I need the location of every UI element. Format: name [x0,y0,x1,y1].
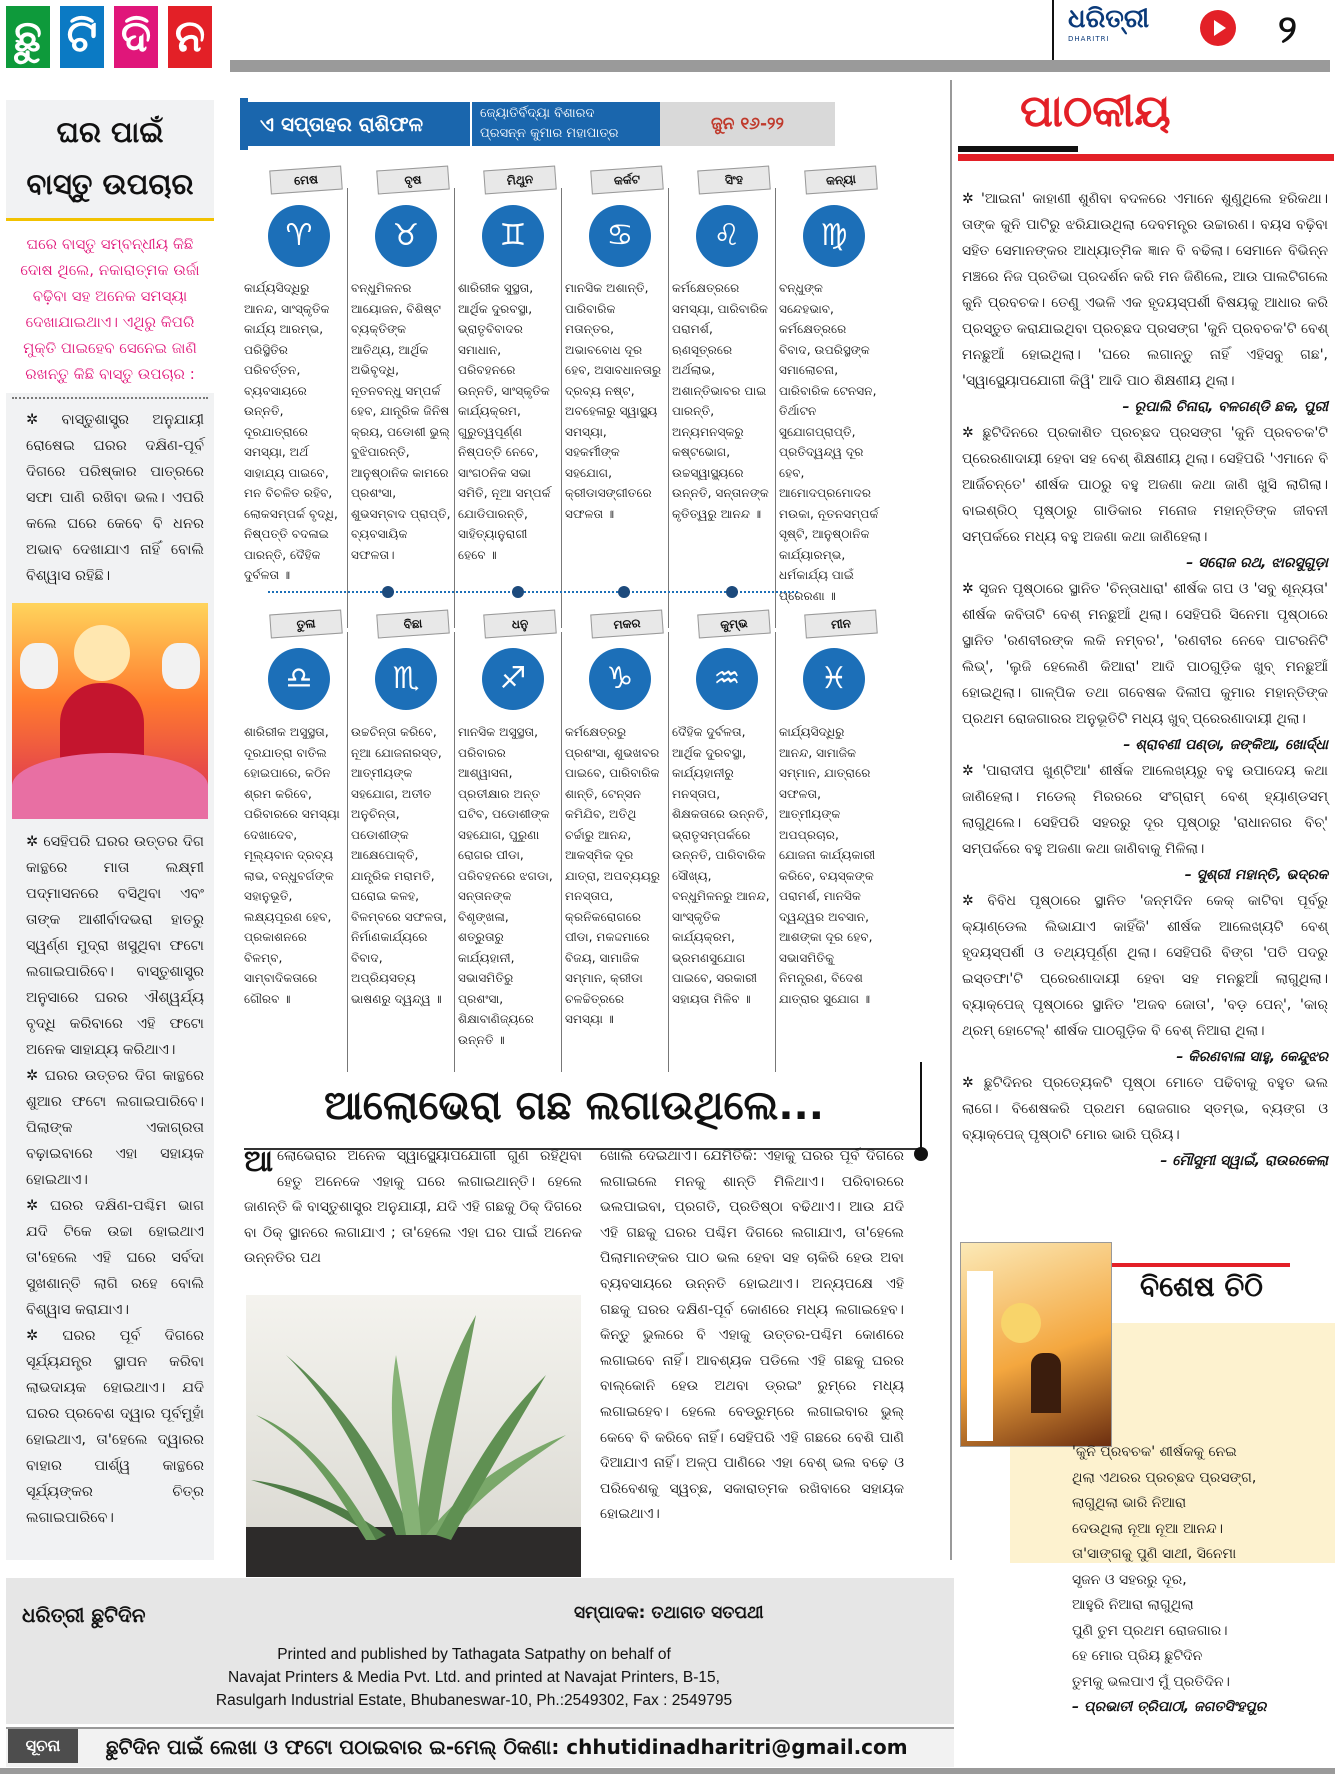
imprint-line-3: Rasulgarh Industrial Estate, Bhubaneswar-10, Ph.:2549302, Fax : 2549795 [215,1692,733,1709]
column-separator [775,188,776,628]
reader-letter: ✲ 'ପାରାଦୀପ ଖୁଣ୍ଟିଆ' ଶୀର୍ଷକ ଆଲେଖ୍ୟରୁ ବହୁ ଉପାଦେୟ କଥା ଜାଣିହେଲା। ମଡେଲ୍ ମିରରରେ ସଂଗ୍ରାମ୍ ବେଶ୍ ହ୍ୟାଣ୍ଡସମ୍ ଲାଗୁଥିଲେ। ସେହିପରି ସହରରୁ ଦୂର ପୃଷ୍ଠାରୁ 'ରାଧାନଗର ବିଚ୍' ସମ୍ପର୍କରେ ବହୁ ଅଜଣା କଥା ଜାଣିବାକୁ ମିଳିଲା। [962,763,1328,857]
horoscope-divider [268,591,798,593]
sign-prediction: ଶାରିରୀକ ସୁସ୍ଥତା, ଆର୍ଥିକ ଦୁରବସ୍ଥା, ଭ୍ରାତୃବିବାଦର ସମାଧାନ, ପରିବହନରେ ଉନ୍ନତି, ସାଂସ୍କୃତିକ କାର୍ଯ୍ୟକ୍ରମ, ଗୁରୁତ୍ୱପୂର୍ଣ୍ଣ ନିଷ୍ପତ୍ତି ନେବେ, ସାଂଗଠନିକ ସଭା ସମିତି, ନୂଆ ସମ୍ପର୍କ ଯୋଡିପାରନ୍ତି, ସାହିତ୍ୟାନୁରାଗୀ ହେବେ ॥ [458,281,551,562]
zodiac-sign-icon: ♉ [375,205,437,267]
pathakiya-red-rule [958,154,1334,161]
pathakiya-black-rule [958,146,1078,152]
reader-letter: ✲ ଛୁଟିଦିନର ପ୍ରତ୍ୟେକଟି ପୃଷ୍ଠା ମୋତେ ପଢିବାକୁ ବହୁତ ଭଲ ଲାଗେ। ବିଶେଷକରି ପ୍ରଥମ ରୋଜଗାର ସ୍ତମ୍ଭ, ବ୍ୟଙ୍ଗ ଓ ବ୍ୟାକ୍‌ପେଜ୍ ପୃଷ୍ଠାଟି ମୋର ଭାରି ପ୍ରିୟ। [962,1075,1328,1143]
horoscope-accent [240,98,248,150]
sign-prediction: ମାନସିକ ଅସୁସ୍ଥତା, ପରିବାରର ଆଶ୍ୱାସନା, ପ୍ରତୀକ୍ଷାର ଅନ୍ତ ଘଟିବ, ପଡୋଶୀଙ୍କ ସହଯୋଗ, ପୁରୁଣା ରୋଗର ପୀଡା, ପରିବହନରେ ଝଗଡା, ସନ୍ତାନଙ୍କ ବିଶୃଙ୍ଖଳା, ଶତ୍ରୁତାରୁ କାର୍ଯ୍ୟହାନୀ, ସଭାସମିତିରୁ ପ୍ରଶଂସା, ଶିକ୍ଷାବାଣିଜ୍ୟରେ ଉନ୍ନତି ॥ [458,725,553,1047]
aloe-dropcap: ଆ [244,1144,274,1179]
letter-signature: – କିରଣବାଳା ସାହୁ, କେନ୍ଦୁଝର [1176,1049,1328,1065]
author-line-2: ପ୍ରସନ୍ନ କୁମାର ମହାପାତ୍ର [480,126,619,141]
sign-prediction: ଦୈହିକ ଦୁର୍ବଳତା, ଆର୍ଥିକ ଦୁରବସ୍ଥା, କାର୍ଯ୍ୟହାନୀରୁ ମନସ୍ତାପ, ଶିକ୍ଷକତାରେ ଉନ୍ନତି, ଭ୍ରାତୃସମ୍ପର୍କରେ ଉନ୍ନତି, ପାରିବାରିକ ସୌଖ୍ୟ, ବନ୍ଧୁମିଳନରୁ ଆନନ୍ଦ, ସାଂସ୍କୃତିକ କାର୍ଯ୍ୟକ୍ରମ, ଭ୍ରମଣସୁଯୋଗ ପାଇବେ, ସରକାରୀ ସହାୟତା ମିଳିବ ॥ [672,725,770,1006]
sign-label: ତୁଳା [269,610,342,639]
divider-dot [618,586,630,598]
sign-label: ସିଂହ [697,166,770,195]
vastu-title-1: ଘର ପାଇଁ [56,115,164,149]
sign-prediction: ବନ୍ଧୁଙ୍କ ସନ୍ଦେହଭାବ, କର୍ମକ୍ଷେତ୍ରରେ ବିବାଦ, ଉପରିସ୍ଥଙ୍କ ସମାଲୋଚନା, ପାରିବାରିକ ଟେନସନ, ତିର୍ଥାଟନ ସୁଯୋଗପ୍ରାପ୍ତି, ପ୍ରତିଦ୍ୱନ୍ଦ୍ୱ ଦୂର ହେବ, ଆମୋଦପ୍ରମୋଦର ମଉକା, ନୂତନସମ୍ପର୍କ ସୃଷ୍ଟି, ଆନୁଷ୍ଠାନିକ କାର୍ଯ୍ୟାରମ୍ଭ, ଧର୍ମକାର୍ଯ୍ୟ ପାଇଁ ପ୍ରେରଣା ॥ [779,281,879,603]
sign-prediction: କର୍ମକ୍ଷେତ୍ରରେ ସମସ୍ୟା, ପାରିବାରିକ ପରାମର୍ଶ, ଋଣସୂତ୍ରରେ ଅର୍ଥଲାଭ, ଅଶାନ୍ତିଭାବର ପାଇ ପାରନ୍ତି, ଅନ୍ୟମନସ୍କରୁ କଷ୍ଟଭୋଗ, ଉଚ୍ଚସ୍ୱାସ୍ଥ୍ୟରେ ଉନ୍ନତି, ସନ୍ତାନଙ୍କ କୃତିତ୍ୱରୁ ଆନନ୍ଦ ॥ [672,281,769,521]
sign-prediction: ଶାରିରୀକ ଅସୁସ୍ଥତା, ଦୂରଯାତ୍ରା ବାତିଲ ହୋଇପାରେ, କଠିନ ଶ୍ରମ କରିବେ, ପରିବାରରେ ସମସ୍ୟା ଦେଖାଦେବ, ମୂଲ୍ୟବାନ ଦ୍ରବ୍ୟ ଲାଭ, ବନ୍ଧୁବର୍ଗଙ୍କ ସହାନୁଭୂତି, ଲକ୍ଷ୍ୟପୂରଣ ହେବ, ପ୍ରକାଶନରେ ବିଳମ୍ବ, ସାମ୍ବାଦିକତାରେ ଗୌରବ ॥ [244,725,340,1006]
masthead-letter-3: ଦି [114,6,158,68]
poem-line: ତୁମକୁ ଭଲପାଏ ମୁଁ ପ୍ରତିଦିନ। [1072,1673,1230,1690]
poem-line: 'କୁନି ପ୍ରବଚକ' ଶୀର୍ଷକକୁ ନେଇ [1072,1444,1237,1460]
letter-signature: – ମୌସୁମୀ ସ୍ୱାଇଁ, ରାଉରକେଲା [1160,1153,1328,1169]
zodiac-sign-icon: ♑ [589,648,651,710]
sign-label: ବିଛା [376,610,449,639]
imprint-line-2: Navajat Printers & Media Pvt. Ltd. and printed at Navajat Printers, B-15, [228,1669,720,1686]
column-separator [454,188,455,628]
brand-name: ଧରିତ୍ରୀ [1068,4,1150,34]
sign-prediction: କର୍ମକ୍ଷେତ୍ରରୁ ପ୍ରଶଂସା, ଶୁଭଖବର ପାଇବେ, ପାରିବାରିକ ଶାନ୍ତି, ଟେନ୍ସନ କମିଯିବ, ଅତିଥି ଚର୍ଚ୍ଚାରୁ ଆନନ୍ଦ, ଆକସ୍ମିକ ଦୂର ଯାତ୍ରା, ଅପବ୍ୟୟରୁ ମନସ୍ତାପ, କ୍ରନିକରୋଗରେ ପୀଡା, ମକଦ୍ଦମାରେ ବିଜୟ, ସାମାଜିକ ସମ୍ମାନ, କ୍ରୀଡା ଚଳଚ୍ଚିତ୍ରରେ ସମସ୍ୟା ॥ [565,725,661,1026]
poem-line: ହେ ମୋର ପ୍ରିୟ ଛୁଟିଦିନ [1072,1648,1203,1664]
column-separator [668,632,669,1072]
aloe-vera-image [246,1295,581,1577]
sign-prediction: କାର୍ଯ୍ୟସିଦ୍ଧିରୁ ଆନନ୍ଦ, ସାଂସ୍କୃତିକ କାର୍ଯ୍ୟ ଆରମ୍ଭ, ପରିସ୍ଥିତିର ପରିବର୍ତ୍ତନ, ବ୍ୟବସାୟରେ ଉନ୍ନତି, ଦୂରଯାତ୍ରାରେ ସମସ୍ୟା, ଅର୍ଥ ସାହାଯ୍ୟ ପାଇବେ, ମନ ବିଚଳିତ ରହିବ, ଲୋକସମ୍ପର୍କ ବୃଦ୍ଧି, ନିଷ୍ପତ୍ତି ବଦଳାଇ ପାରନ୍ତି, ଦୈହିକ ଦୁର୍ବଳତା ॥ [244,281,338,582]
masthead-letter-2: ଟି [60,6,104,68]
sign-prediction: ମାନସିକ ଅଶାନ୍ତି, ପାରିବାରିକ ମତାନ୍ତର, ଅଭାବବୋଧ ଦୂର ହେବ, ଅସାବଧାନତାରୁ ଦ୍ରବ୍ୟ ନଷ୍ଟ, ଅବହେଳାରୁ ସ୍ୱାସ୍ଥ୍ୟ ସମସ୍ୟା, ସହକର୍ମୀଙ୍କ ସହଯୋଗ, କ୍ରୀଡାସଙ୍ଗୀତରେ ସଫଳତା ॥ [565,281,662,521]
column-separator [561,188,562,628]
sign-prediction: କାର୍ଯ୍ୟସିଦ୍ଧିରୁ ଆନନ୍ଦ, ସାମାଜିକ ସମ୍ମାନ, ଯାତ୍ରାରେ ସଫଳତା, ଆତ୍ମୀୟଙ୍କ ଅପପ୍ରଚାର, ଯୋଜନା କାର୍ଯ୍ୟକାରୀ କରିବେ, ବୟସ୍କଙ୍କ ପରାମର୍ଶ, ମାନସିକ ଦ୍ୱନ୍ଦ୍ୱର ଅବସାନ, ଆଶଙ୍କା ଦୂର ହେବ, ସଭାସମିତିକୁ ନିମନ୍ତ୍ରଣ, ବିଦେଶ ଯାତ୍ରାର ସୁଯୋଗ ॥ [779,725,876,1006]
horoscope-author [470,102,660,146]
reader-letter: ✲ ସୃଜନ ପୃଷ୍ଠାରେ ସ୍ଥାନିତ 'ଚିନ୍ତାଧାରା' ଶୀର୍ଷକ ଗପ ଓ 'ସବୁ ଶୂନ୍ୟତା' ଶୀର୍ଷକ କବିତାଟି ବେଶ୍ ମନଛୁଆଁ ଥିଲା। ସେହିପରି ସିନେମା ପୃଷ୍ଠାରେ ସ୍ଥାନିତ 'ରଣବୀରଙ୍କ ଲକି ନମ୍ବର', 'ରଣବୀର ନେବେ ପାଟରନିଟି ଲିଭ୍', 'ଲୁଜି ହେଲେଣି କିଆରା' ଆଦି ପାଠଗୁଡ଼ିକ ଖୁବ୍ ମନଛୁଆଁ ହୋଇଥିଲା। ଗାଳ୍ପିକ ତଥା ଗବେଷକ ଦିଲୀପ କୁମାର ମହାନ୍ତିଙ୍କ ପ୍ରଥମ ରୋଜଗାରର ଅନୁଭୂତିଟି ମଧ୍ୟ ଖୁବ୍ ପ୍ରେରଣାଦାୟୀ ଥିଲା। [962,581,1328,727]
magazine-cover-image [960,1242,1112,1447]
zodiac-sign-icon: ♏ [375,648,437,710]
poem-line: ଲାଗୁଥିଲା ଭାରି ନିଆରା [1072,1495,1187,1511]
column-separator [561,632,562,1072]
divider-dot [382,586,394,598]
sign-label: ମକର [590,610,663,639]
divider-dot [726,586,738,598]
vastu-column [6,100,214,1560]
poem-line: ଆହୁରି ନିଆରା ଲାଗୁଥିଲା [1072,1597,1194,1613]
poem-line: ପୁଣି ତୁମ ପ୍ରଥମ ରୋଜଗାର। [1072,1622,1228,1639]
sign-label: କୁମ୍ଭ [697,610,770,639]
letters-column [962,186,1328,1174]
horoscope-dates: ଜୁନ ୧୬-୨୨ [660,102,835,146]
poem-line: ଥିଲା ଏଥରର ପ୍ରଚ୍ଛଦ ପ୍ରସଙ୍ଗ, [1072,1469,1257,1486]
imprint-line-1: Printed and published by Tathagata Satpathy on behalf of [277,1646,671,1663]
aloe-column-1 [244,1144,582,1272]
special-letter-poem [1072,1440,1266,1721]
sign-prediction: ଉଚ୍ଚଚିନ୍ତା କରିବେ, ନୂଆ ଯୋଜନାରସ୍ତ, ଆତ୍ମୀୟଙ୍କ ସହଯୋଗ, ଅତୀତ ଅନୁଚିନ୍ତା, ପଡୋଶୀଙ୍କ ଆକ୍ଷେପୋକ୍ତି, ଯାନ୍ତ୍ରିକ ମରାମତି, ଘରୋଇ କଳହ, ବିଳମ୍ବରେ ସଫଳତା, ନିର୍ମାଣକାର୍ଯ୍ୟରେ ବିବାଦ, ଅପ୍ରିୟସତ୍ୟ ଭାଷଣରୁ ଦ୍ୱନ୍ଦ୍ୱ ॥ [351,725,447,1006]
imprint-editor: ସମ୍ପାଦକ: ତଥାଗତ ସତପଥୀ [574,1603,764,1623]
zodiac-sign-icon: ♍ [803,205,865,267]
top-rule [230,60,1330,72]
zodiac-sign-icon: ♌ [696,205,758,267]
poem-line: ଦେଉଥିଲା ନୂଆ ନୂଆ ଆନନ୍ଦ। [1072,1520,1224,1537]
email-notice: ଛୁଟିଦିନ ପାଇଁ ଲେଖା ଓ ଫଟୋ ପଠାଇବାର ଇ-ମେଲ୍ ଠିକଣା: chhutidinadharitri@gmail.com [106,1735,908,1759]
letter-signature: – ଶ୍ରାବଣୀ ପଣ୍ଡା, ଜଙ୍କିଆ, ଖୋର୍ଦ୍ଧା [1123,737,1328,753]
zodiac-sign-icon: ♋ [589,205,651,267]
brand-logo [1068,4,1218,50]
aloe-vertical-rule [920,1062,922,1152]
zodiac-sign-icon: ♒ [696,648,758,710]
column-separator [454,632,455,1072]
zodiac-sign-icon: ♊ [482,205,544,267]
special-letter-title: ବିଶେଷ ଚିଠି [1140,1270,1263,1303]
play-logo-icon [1200,10,1236,46]
aloe-headline: ଆଲୋଭେରା ଗଛ ଲଗାଉଥିଲେ... [324,1083,824,1129]
page-number: ୨ [1278,6,1297,51]
vastu-intro: ଘରେ ବାସ୍ତୁ ସମ୍ବନ୍ଧୀୟ କିଛି ଦୋଷ ଥିଲେ, ନକାରାତ୍ମକ ଉର୍ଜା ବଢ଼ିବା ସହ ଅନେକ ସମସ୍ୟା ଦେଖାଯାଇଥାଏ। ଏଥିରୁ କିପରି ମୁକ୍ତି ପାଇହେବ ସେନେଇ ଜାଣି ରଖନ୍ତୁ କିଛି ବାସ୍ତୁ ଉପଚାର : [20,235,200,383]
imprint-brand: ଧରିତ୍ରୀ ଛୁଟିଦିନ [22,1603,146,1627]
aloe-column-1-text: ଲୋଭେରାର ଅନେକ ସ୍ୱାସ୍ଥ୍ୟୋପଯୋଗୀ ଗୁଣ ରହିଥିବା ହେତୁ ଅନେକେ ଏହାକୁ ଘରେ ଲଗାଇଥାନ୍ତି। ହେଲେ ଜାଣନ୍ତି କି ବାସ୍ତୁଶାସ୍ତ୍ର ଅନୁଯାୟୀ, ଯଦି ଏହି ଗଛକୁ ଠିକ୍ ଦିଗରେ ବା ଠିକ୍ ସ୍ଥାନରେ ଲଗାଯାଏ ; ତା'ହେଲେ ଏହା ଘର ପାଇଁ ଅନେକ ଉନ୍ନତିର ପଥ [244,1148,582,1267]
vastu-para-3: ✲ ଘରର ଉତ୍ତର ଦିଗ କାନ୍ଥରେ ଶୁଆର ଫଟୋ ଲଗାଇପାରିବେ। ପିଲାଙ୍କ ଏକାଗ୍ରତା ବଢ଼ାଇବାରେ ଏହା ସହାୟକ ହୋଇଥାଏ। [26,1068,204,1188]
letter-signature: – ସରୋଜ ରଥ, ଝାରସୁଗୁଡ଼ା [1186,555,1328,571]
zodiac-sign-icon: ♐ [482,648,544,710]
sign-label: ଧନୁ [483,610,556,639]
sign-label: ମୀନ [804,610,877,639]
notice-label: ସୂଚନା [8,1729,78,1763]
vastu-para-2: ✲ ସେହିପରି ଘରର ଉତ୍ତର ଦିଗ କାନ୍ଥରେ ମାତା ଲକ୍ଷ୍ମୀ ପଦ୍ମାସନରେ ବସିଥିବା ଏବଂ ତାଙ୍କ ଆଶୀର୍ବାଦଭରା ହାତରୁ ସ୍ୱର୍ଣ୍ଣ ମୁଦ୍ରା ଖସୁଥିବା ଫଟୋ ଲଗାଇପାରିବେ। ବାସ୍ତୁଶାସ୍ତ୍ର ଅନୁସାରେ ଘରର ଐଶ୍ୱର୍ଯ୍ୟ ବୃଦ୍ଧି କରିବାରେ ଏହି ଫଟୋ ଅନେକ ସାହାଯ୍ୟ କରିଥାଏ। [26,834,204,1058]
brand-sub: DHARITRI [1068,35,1110,43]
pathakiya-title: ପାଠକୀୟ [1020,86,1171,137]
poem-signature: – ପ୍ରଭାତୀ ତ୍ରିପାଠୀ, ଜଗତସିଂହପୁର [1072,1699,1267,1715]
letter-signature: – ସୁଶ୍ରୀ ମହାନ୍ତି, ଭଦ୍ରକ [1184,867,1328,883]
author-line-1: ଜ୍ୟୋତିର୍ବିଦ୍ୟା ବିଶାରଦ [480,106,595,121]
horoscope-title: ଏ ସପ୍ତାହର ରାଶିଫଳ [248,102,470,146]
sign-label: ବୃଷ [376,166,449,195]
column-separator [347,188,348,628]
sign-label: କର୍କଟ [590,166,663,195]
right-column-rule [950,80,952,1560]
bottom-rule [0,1768,1335,1774]
poem-line: ତା'ସାଙ୍ଗକୁ ପୁଣି ସାଥୀ, ସିନେମା [1072,1546,1237,1562]
column-separator [668,188,669,628]
poem-line: ସୃଜନ ଓ ସହରରୁ ଦୂର, [1072,1571,1187,1588]
vastu-para-5: ✲ ଘରର ପୂର୍ବ ଦିଗରେ ସୂର୍ଯ୍ୟଯନ୍ତ୍ର ସ୍ଥାପନ କରିବା ଲାଭଦାୟକ ହୋଇଥାଏ। ଯଦି ଘରର ପ୍ରବେଶ ଦ୍ୱାର ପୂର୍ବମୁହାଁ ହୋଇଥାଏ, ତା'ହେଲେ ଦ୍ୱାରର ବାହାର ପାର୍ଶ୍ୱ କାନ୍ଥରେ ସୂର୍ଯ୍ୟଙ୍କର ଚିତ୍ର ଲଗାଇପାରିବେ। [26,1328,204,1526]
lakshmi-image [12,603,208,819]
divider-dot [512,586,524,598]
column-separator [775,632,776,1072]
zodiac-sign-icon: ♈ [268,205,330,267]
vastu-para-1: ✲ ବାସ୍ତୁଶାସ୍ତ୍ର ଅନୁଯାୟୀ ରୋଷେଇ ଘରର ଦକ୍ଷିଣ-ପୂର୍ବ ଦିଗରେ ପରିଷ୍କାର ପାତ୍ରରେ ସଫା ପାଣି ରଖିବା ଭଲ। ଏପରି କଲେ ଘରେ କେବେ ବି ଧନର ଅଭାବ ଦେଖାଯାଏ ନାହିଁ ବୋଲି ବିଶ୍ୱାସ ରହିଛି। [26,412,204,584]
vastu-title-2: ବାସ୍ତୁ ଉପଚାର [26,167,194,201]
reader-letter: ✲ 'ଆଇନା' କାହାଣୀ ଶୁଣିବା ବଦଳରେ ଏମାନେ ଶୁଣୁଥିଲେ ହରିକଥା। ତାଙ୍କ କୁନି ପାଟିରୁ ଝରିଯାଉଥିଲା ଦେବମନ୍ତ୍ର ଉଚ୍ଚାରଣ। ବୟସ ବଢ଼ିବା ସହିତ ସେମାନଙ୍କର ଆଧ୍ୟାତ୍ମିକ ଜ୍ଞାନ ବି ବଢିଲା। ସେମାନେ ବିଭିନ୍ନ ମଞ୍ଚରେ ନିଜ ପ୍ରତିଭା ପ୍ରଦର୍ଶନ କରି ମନ ଜିଣିଲେ, ଆଉ ପାଲଟିଗଲେ କୁନି ପ୍ରବଚକ। ତେଣୁ ଏଭଳି ଏକ ହୃଦୟସ୍ପର୍ଶୀ ବିଷୟକୁ ଆଧାର କରି ପ୍ରସ୍ତୁତ କରାଯାଇଥିବା ପ୍ରଚ୍ଛଦ ପ୍ରସଙ୍ଗ 'କୁନି ପ୍ରବଚକ'ଟି ବେଶ୍ ମନଛୁଆଁ ହୋଇଥିଲା। 'ଘରେ ଲଗାନ୍ତୁ ନାହିଁ ଏହିସବୁ ଗଛ', 'ସ୍ୱାସ୍ଥ୍ୟୋପଯୋଗୀ କିୱି' ଆଦି ପାଠ ଶିକ୍ଷଣୀୟ ଥିଲା। [962,191,1328,389]
imprint-publisher [164,1643,784,1712]
zodiac-sign-icon: ♓ [803,648,865,710]
letter-signature: – ରୂପାଲି ଚିନାରା, ବଳଗଣ୍ଡି ଛକ, ପୁରୀ [1122,399,1328,415]
zodiac-sign-icon: ♎ [268,648,330,710]
column-separator [347,632,348,1072]
masthead-letter-1: ଛୁ [6,6,50,68]
sign-prediction: ବନ୍ଧୁମିଳନର ଆୟୋଜନ, ବିଶିଷ୍ଟ ବ୍ୟକ୍ତିଙ୍କ ଆତିଥ୍ୟ, ଆର୍ଥିକ ଅଭିବୃଦ୍ଧି, ନୂତନବନ୍ଧୁ ସମ୍ପର୍କ ହେବ, ଯାନ୍ତ୍ରିକ ଜିନିଷ କ୍ରୟ, ପଡୋଶୀ ଭୁଲ୍ ବୁଝିପାରନ୍ତି, ଆନୁଷ୍ଠାନିକ କାମରେ ପ୍ରଶଂସା, ଶୁଭସମ୍ବାଦ ପ୍ରାପ୍ତି, ବ୍ୟବସାୟିକ ସଫଳତା। [351,281,451,562]
sign-label: ମେଷ [269,166,342,195]
sign-label: ମିଥୁନ [483,166,556,195]
sign-label: କନ୍ୟା [804,166,877,195]
reader-letter: ✲ ଛୁଟିଦିନରେ ପ୍ରକାଶିତ ପ୍ରଚ୍ଛଦ ପ୍ରସଙ୍ଗ 'କୁନି ପ୍ରବଚକ'ଟି ପ୍ରେରଣାଦାୟୀ ହେବା ସହ ବେଶ୍ ଶିକ୍ଷଣୀୟ ଥିଲା। ସେହିପରି 'ଏମାନେ ବି ଆର୍ଜିଚନ୍ତେ' ଶୀର୍ଷକ ପାଠରୁ ବହୁ ଅଜଣା କଥା ଜାଣି ଖୁସି ଲାଗିଲା। ବାଇଶ୍ରିଠ୍ ପୃଷ୍ଠାରୁ ଗାଡିକାର ମନୋଜ ମହାନ୍ତିଙ୍କ ଜୀବନୀ ସମ୍ପର୍କରେ ମଧ୍ୟ ବହୁ ଅଜଣା କଥା ଜାଣିହେଲା। [962,425,1328,545]
vastu-para-4: ✲ ଘରର ଦକ୍ଷିଣ-ପଶ୍ଚିମ ଭାଗ ଯଦି ଟିକେ ଉଚ୍ଚା ହୋଇଥାଏ ତା'ହେଲେ ଏହି ଘରେ ସର୍ବଦା ସୁଖଶାନ୍ତି ଲାଗି ରହେ ବୋଲି ବିଶ୍ୱାସ କରାଯାଏ। [26,1198,204,1318]
reader-letter: ✲ ବିବିଧ ପୃଷ୍ଠାରେ ସ୍ଥାନିତ 'ଜନ୍ମଦିନ କେକ୍ କାଟିବା ପୂର୍ବରୁ କ୍ୟାଣ୍ଡେଲ ଲିଭାଯାଏ କାହିଁକି' ଶୀର୍ଷକ ଆଲେଖ୍ୟଟି ବେଶ୍ ହୃଦୟସ୍ପର୍ଶୀ ଓ ତଥ୍ୟପୂର୍ଣ୍ଣ ଥିଲା। ସେହିପରି ବିଙ୍ଗ 'ପତି ପଦରୁ ଇସ୍ତଫା'ଟି ପ୍ରେରଣାଦାୟୀ ହେବା ସହ ମନଛୁଆଁ ଲାଗୁଥିଲା। ବ୍ୟାକ୍‌ପେଜ୍ ପୃଷ୍ଠାରେ ସ୍ଥାନିତ 'ଅଜବ ଜୋତା', 'ବଡ଼ ପେନ୍', 'କାର୍ ଥ୍ରମ୍ ହୋଟେଲ୍' ଶୀର୍ଷକ ପାଠଗୁଡ଼ିକ ବି ବେଶ୍ ନିଆରା ଥିଲା। [962,893,1328,1039]
masthead-letter-4: ନ [168,6,212,68]
brand-divider [1052,0,1054,60]
aloe-column-2: ଖୋଲି ଦେଇଥାଏ। ଯେମିତିକି: ଏହାକୁ ଘରର ପୂର୍ବ ଦିଗରେ ଲଗାଇଲେ ମନକୁ ଶାନ୍ତି ମିଳିଥାଏ। ପରିବାରରେ ଭଲପାଇବା, ପ୍ରଗତି, ପ୍ରତିଷ୍ଠା ବଢିଥାଏ। ଆଉ ଯଦି ଏହି ଗଛକୁ ଘରର ପଶ୍ଚିମ ଦିଗରେ ଲଗାଯାଏ, ତା'ହେଲେ ପିଲାମାନଙ୍କର ପାଠ ଭଲ ହେବା ସହ ଚାକିରି ହେଉ ଅବା ବ୍ୟବସାୟରେ ଉନ୍ନତି ହୋଇଥାଏ। ଅନ୍ୟପକ୍ଷେ ଏହି ଗଛକୁ ଘରର ଦକ୍ଷିଣ-ପୂର୍ବ କୋଣରେ ମଧ୍ୟ ଲଗାଇହେବ। କିନ୍ତୁ ଭୁଲରେ ବି ଏହାକୁ ଉତ୍ତର-ପଶ୍ଚିମ କୋଣରେ ଲଗାଇବେ ନାହିଁ। ଆବଶ୍ୟକ ପଡିଲେ ଏହି ଗଛକୁ ଘରର ବାଲ୍କୋନି ହେଉ ଅଥବା ଡ୍ରଇଂ ରୁମ୍‌ରେ ମଧ୍ୟ ଲଗାଇହେବ। ହେଲେ ବେଡ୍‌ରୁମ୍‌ରେ ଲଗାଇବାର ଭୁଲ୍ କେବେ ବି କରିବେ ନାହିଁ। ସେହିପରି ଏହି ଗଛରେ ବେଶି ପାଣି ଦିଆଯାଏ ନାହିଁ। ଅଳ୍ପ ପାଣିରେ ଏହା ବେଶ୍ ଭଲ ବଢ଼େ ଓ ପରିବେଶକୁ ସ୍ୱଚ୍ଛ, ସକାରାତ୍ମକ ରଖିବାରେ ସହାୟକ ହୋଇଥାଏ। [600,1148,904,1523]
aloe-rule-dot [914,1147,928,1161]
